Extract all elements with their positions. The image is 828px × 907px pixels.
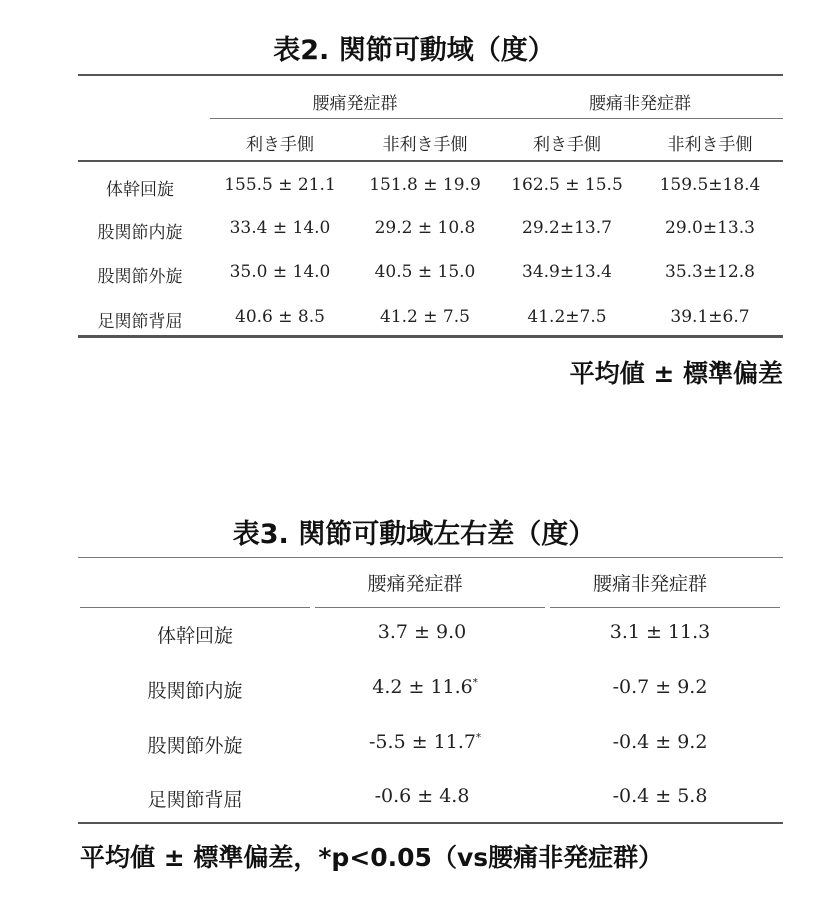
divider: [78, 822, 783, 824]
row-label: 体幹回旋: [106, 180, 174, 200]
row-label: 体幹回旋: [156, 625, 233, 647]
divider: [80, 607, 310, 608]
cell-value: 33.4 ± 14.0: [229, 218, 331, 238]
cell-value: 41.2±7.5: [527, 307, 607, 327]
cell-value: [315, 676, 535, 698]
column-header: 利き手側: [533, 135, 601, 155]
table-3-title: 表3. 関節可動域左右差（度）: [232, 519, 596, 550]
table-2-footnote: 平均値 ± 標準偏差: [569, 359, 783, 388]
cell-value: 35.3±12.8: [665, 262, 755, 282]
group-header: 腰痛発症群: [367, 573, 463, 595]
row-label: 股関節内旋: [97, 223, 183, 243]
divider: [315, 607, 545, 608]
cell-value: [315, 731, 535, 753]
cell-value: 29.2±13.7: [522, 218, 612, 238]
cell-value: 159.5±18.4: [659, 175, 761, 195]
table-3-footnote: 平均値 ± 標準偏差，*p<0.05（vs腰痛非発症群）: [80, 843, 664, 872]
cell-value: 34.9±13.4: [522, 262, 612, 282]
cell-value: [312, 785, 532, 807]
cell-value: [312, 621, 532, 643]
table-2-title: 表2. 関節可動域（度）: [273, 35, 555, 66]
row-label: 足関節背屈: [147, 789, 243, 811]
cell-value: 155.5 ± 21.1: [224, 175, 336, 195]
cell-value: -0.4 ± 9.2: [612, 731, 708, 753]
cell-value: -0.7 ± 9.2: [612, 676, 708, 698]
value-text: -0.6 ± 4.8: [374, 785, 470, 807]
group-header: 腰痛非発症群: [592, 573, 707, 595]
column-header: 利き手側: [246, 135, 314, 155]
cell-value: 40.6 ± 8.5: [235, 307, 325, 327]
cell-value: 35.0 ± 14.0: [229, 262, 331, 282]
divider: [78, 557, 783, 558]
divider: [78, 160, 783, 162]
cell-value: 29.2 ± 10.8: [374, 218, 476, 238]
cell-value: 3.1 ± 11.3: [609, 621, 711, 643]
cell-value: 41.2 ± 7.5: [380, 307, 470, 327]
column-header: 非利き手側: [382, 135, 468, 155]
significance-mark: *: [475, 732, 481, 744]
row-label: 足関節背屈: [97, 312, 183, 332]
row-label: 股関節内旋: [147, 680, 243, 702]
cell-value: 29.0±13.3: [665, 218, 755, 238]
value-text: 3.7 ± 9.0: [377, 621, 467, 643]
row-label: 股関節外旋: [147, 735, 243, 757]
row-label: 股関節外旋: [97, 267, 183, 287]
divider: [78, 335, 783, 338]
divider: [210, 118, 783, 119]
cell-value: -0.4 ± 5.8: [612, 785, 708, 807]
cell-value: 151.8 ± 19.9: [369, 175, 481, 195]
column-header: 非利き手側: [667, 135, 753, 155]
value-text: 4.2 ± 11.6: [372, 676, 473, 698]
cell-value: 162.5 ± 15.5: [511, 175, 623, 195]
divider: [78, 74, 783, 76]
group-header: 腰痛非発症群: [589, 94, 691, 114]
cell-value: 39.1±6.7: [670, 307, 750, 327]
divider: [550, 607, 780, 608]
significance-mark: *: [472, 677, 478, 689]
cell-value: 40.5 ± 15.0: [374, 262, 476, 282]
value-text: -5.5 ± 11.7: [369, 731, 476, 753]
group-header: 腰痛発症群: [312, 94, 398, 114]
